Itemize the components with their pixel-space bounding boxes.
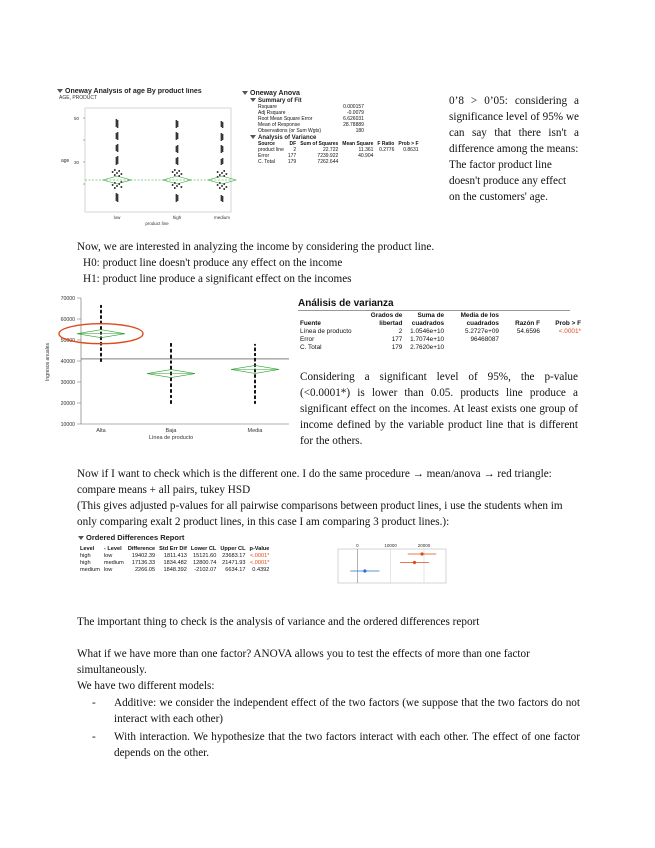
- data-point: [221, 151, 223, 153]
- check-procedure-line2: (This gives adjusted p-values for all pairwise comparisons between product lines, i use the students when im only comparing exalt 2 product lines, in this case I am comparing 3 product lines.):: [77, 500, 563, 528]
- table-cell: 6634.17: [225, 566, 246, 573]
- data-point: [117, 138, 119, 140]
- data-point: [170, 355, 172, 357]
- table-cell: 12800.74: [192, 559, 217, 566]
- table-cell: high: [80, 552, 91, 559]
- table-header-row: [298, 312, 583, 328]
- data-point: [170, 372, 172, 374]
- column-header: Razón F: [515, 320, 540, 327]
- data-point: [254, 369, 256, 371]
- table-cell: <.0001*: [249, 559, 270, 566]
- table-cell: [542, 336, 583, 344]
- table-cell: 2266.05: [134, 566, 156, 573]
- hypothesis-h0: H0: product line doesn't produce any effect on the income: [83, 257, 343, 269]
- y-tick-label: 40000: [60, 359, 75, 365]
- column-header: Std Err Dif: [159, 545, 187, 552]
- check-procedure-text: [77, 466, 580, 530]
- axis-tick-label: 10000: [384, 543, 397, 548]
- data-point: [221, 163, 223, 165]
- analysis-of-variance-title[interactable]: Analysis of Variance: [250, 135, 437, 141]
- table-cell: 0.4392: [252, 566, 270, 573]
- table-cell: [501, 336, 542, 344]
- data-point: [117, 200, 119, 202]
- data-point: [254, 358, 256, 360]
- summary-label: Rsquare: [258, 104, 277, 110]
- data-point: [170, 361, 172, 363]
- income-conclusion-text: Considering a significant level of 95%, the p-value (<0.0001*) is lower than 0.05. products line produce a significant effect on the incomes. At least exists one group of income defined by the variable product line that is different for the others.: [300, 371, 578, 447]
- table-cell: 17136.33: [131, 559, 156, 566]
- disclosure-triangle-icon[interactable]: [250, 135, 256, 139]
- table-cell: -2102.07: [194, 566, 217, 573]
- table-cell: 177: [391, 336, 403, 343]
- table-cell: 11.361: [358, 147, 374, 153]
- data-point: [170, 349, 172, 351]
- data-point: [222, 126, 224, 128]
- check-procedure-line1: Now if I want to check which is the different one. I do the same procedure → mean/anova → red triangle: compare means + all pairs, tukey HSD: [77, 468, 552, 496]
- table-cell: 40.904: [358, 153, 374, 159]
- age-dotplot: [57, 102, 237, 227]
- analisis-de-varianza-table: [298, 312, 583, 352]
- data-point: [223, 188, 225, 190]
- table-cell: 19402.39: [131, 552, 156, 559]
- data-point: [172, 171, 174, 173]
- data-point: [176, 185, 178, 187]
- table-cell: Línea de producto: [300, 328, 352, 335]
- data-point: [221, 172, 223, 174]
- y-tick-label: 50: [73, 116, 79, 121]
- data-point: [100, 305, 102, 307]
- data-point: [100, 358, 102, 360]
- column-header: Upper CL: [220, 545, 246, 552]
- table-cell: 1.7074e+10: [410, 336, 445, 343]
- table-cell: 15121.60: [192, 552, 217, 559]
- data-point: [222, 200, 224, 202]
- y-tick-label: 60000: [60, 317, 75, 323]
- data-point: [176, 200, 178, 202]
- x-axis-label: product line: [145, 221, 169, 226]
- table-cell: low: [103, 566, 113, 573]
- y-tick-label: 30: [73, 160, 79, 165]
- column-header: Suma de cuadrados: [411, 312, 445, 327]
- disclosure-triangle-icon[interactable]: [57, 89, 63, 93]
- data-point: [174, 174, 176, 176]
- table-cell: 2.7620e+10: [410, 344, 445, 351]
- data-point: [217, 171, 219, 173]
- data-point: [118, 170, 120, 172]
- data-point: [254, 363, 256, 365]
- table-cell: low: [103, 552, 113, 559]
- data-point: [177, 163, 179, 165]
- data-point: [176, 126, 178, 128]
- data-point: [170, 395, 172, 397]
- models-list: [77, 695, 580, 761]
- data-point: [254, 380, 256, 382]
- data-point: [100, 347, 102, 349]
- table-cell: 2: [398, 328, 403, 335]
- x-tick-label: Baja: [165, 428, 177, 434]
- table-row: [256, 128, 366, 134]
- ordered-differences-title[interactable]: Ordered Differences Report: [78, 533, 450, 542]
- table-cell: 7239.922: [317, 153, 339, 159]
- difference-point: [363, 569, 366, 572]
- table-cell: product line: [258, 147, 284, 153]
- ordered-differences-chart: [336, 541, 448, 585]
- data-point: [254, 374, 256, 376]
- column-header: Media de los cuadrados: [460, 312, 499, 327]
- table-cell: 23683.17: [222, 552, 246, 559]
- analisis-de-varianza-title: Análisis de varianza: [298, 298, 570, 311]
- table-cell: Error: [258, 153, 270, 159]
- data-point: [100, 321, 102, 323]
- column-header: F Ratio: [377, 141, 395, 147]
- table-header-row: [78, 545, 271, 552]
- table-cell: C. Total: [258, 159, 275, 165]
- table-cell: [375, 159, 396, 165]
- data-point: [181, 186, 183, 188]
- ordered-differences-table: [78, 545, 271, 573]
- data-point: [176, 172, 178, 174]
- data-point: [226, 173, 228, 175]
- table-cell: 1848.392: [163, 566, 187, 573]
- table-cell: 2: [293, 147, 297, 153]
- data-point: [100, 326, 102, 328]
- data-point: [112, 171, 114, 173]
- column-header: Grados de libertad: [370, 312, 403, 327]
- data-point: [114, 187, 116, 189]
- table-cell: 5.2727e+09: [464, 328, 499, 335]
- data-point: [254, 390, 256, 392]
- data-point: [219, 187, 221, 189]
- data-point: [221, 185, 223, 187]
- data-point: [178, 170, 180, 172]
- multi-factor-section: [77, 646, 580, 761]
- data-point: [176, 138, 178, 140]
- column-header: Mean Square: [342, 141, 374, 147]
- hypothesis-h1: H1: product line produce a significant effect on the incomes: [83, 273, 352, 285]
- data-point: [170, 343, 172, 345]
- data-point: [181, 173, 183, 175]
- data-point: [170, 383, 172, 385]
- column-header: Prob > F: [398, 141, 419, 147]
- column-header: Prob > F: [555, 320, 581, 327]
- column-header: Sum of Squares: [300, 141, 339, 147]
- data-point: [121, 173, 123, 175]
- age-oneway-title[interactable]: Oneway Analysis of age By product lines: [57, 88, 237, 95]
- summary-value: 0.000157: [343, 104, 364, 110]
- data-point: [174, 169, 176, 171]
- x-axis-label: Línea de producto: [148, 435, 194, 441]
- y-tick-label: 70000: [60, 296, 75, 302]
- y-axis-label: Ingresos anuales: [45, 342, 51, 382]
- table-cell: [542, 344, 583, 352]
- x-tick-label: Media: [247, 428, 263, 434]
- data-point: [100, 310, 102, 312]
- table-cell: medium: [80, 566, 100, 573]
- table-row: [298, 336, 583, 344]
- data-point: [254, 353, 256, 355]
- data-point: [174, 187, 176, 189]
- column-header: - Level: [103, 545, 122, 552]
- list-item: - With interaction. We hypothesize that the two factors interact with each other. The effect of one factor depends on the other.: [77, 729, 580, 761]
- table-row: [78, 552, 271, 559]
- table-row: [298, 328, 583, 336]
- table-row: [78, 566, 271, 573]
- data-point: [117, 126, 119, 128]
- table-cell: <.0001*: [558, 328, 581, 335]
- data-point: [226, 186, 228, 188]
- data-point: [177, 151, 179, 153]
- data-point: [121, 186, 123, 188]
- income-dotplot: [43, 292, 291, 442]
- data-point: [112, 184, 114, 186]
- data-point: [170, 389, 172, 391]
- column-header: Fuente: [300, 320, 321, 327]
- y-tick-label: 10000: [60, 422, 75, 428]
- table-cell: 54.6596: [516, 328, 540, 335]
- x-tick-label: high: [172, 215, 182, 220]
- table-cell: 0.8631: [403, 147, 419, 153]
- column-header: Level: [80, 545, 95, 552]
- x-tick-label: Alta: [96, 428, 106, 434]
- disclosure-triangle-icon[interactable]: [250, 98, 256, 102]
- age-oneway-figure: [57, 88, 237, 228]
- table-cell: 179: [287, 159, 297, 165]
- data-point: [221, 139, 223, 141]
- table-cell: [396, 159, 420, 165]
- table-cell: <.0001*: [249, 552, 270, 559]
- table-cell: 7262.644: [317, 159, 339, 165]
- analysis-of-variance-table: [256, 141, 421, 165]
- summary-value: 28.78889: [343, 122, 364, 128]
- column-header: Source: [258, 141, 275, 147]
- axis-tick-label: 20000: [417, 543, 431, 548]
- summary-value: 6.626031: [343, 116, 364, 122]
- data-point: [170, 366, 172, 368]
- table-cell: [501, 344, 542, 352]
- table-cell: 22.722: [322, 147, 339, 153]
- column-header: p-Value: [249, 545, 270, 552]
- table-cell: 96468087: [470, 336, 499, 343]
- y-tick-label: 30000: [60, 380, 75, 386]
- difference-point: [413, 561, 416, 564]
- important-text: The important thing to check is the analysis of variance and the ordered differences report: [77, 616, 480, 628]
- summary-of-fit-table: [256, 104, 366, 134]
- age-conclusion-line2: The factor product line doesn't produce any effect on the customers' age.: [449, 159, 567, 203]
- data-point: [116, 185, 118, 187]
- data-point: [254, 344, 256, 346]
- data-point: [254, 348, 256, 350]
- data-point: [100, 332, 102, 334]
- data-point: [116, 172, 118, 174]
- table-cell: medium: [103, 559, 124, 566]
- column-header: DF: [289, 141, 297, 147]
- table-cell: 179: [391, 344, 403, 351]
- summary-value: -0.0079: [346, 110, 364, 116]
- income-intro: [77, 239, 587, 287]
- data-point: [219, 174, 221, 176]
- what-if-text: What if we have more than one factor? ANOVA allows you to test the effects of more than one factor simultaneously.: [77, 648, 530, 676]
- plot-frame: [85, 108, 231, 212]
- y-tick-label: 50000: [60, 338, 75, 344]
- table-cell: Error: [300, 336, 315, 343]
- table-cell: 1834.482: [163, 559, 187, 566]
- axis-tick-label: 0: [356, 543, 359, 548]
- table-cell: C. Total: [300, 344, 322, 351]
- y-tick-label: 20000: [60, 401, 75, 407]
- table-cell: high: [80, 559, 91, 566]
- analisis-de-varianza-panel: [298, 298, 583, 352]
- data-point: [170, 400, 172, 402]
- column-header: Lower CL: [190, 545, 217, 552]
- data-point: [172, 184, 174, 186]
- table-cell: [446, 344, 501, 352]
- list-item: - Additive: we consider the independent effect of the two factors (we suppose that the two factors do not interact with each other): [77, 695, 580, 727]
- age-conclusion-line1: 0’8 > 0’05: considering a significance level of 95% we can say that there isn't a difference among the means:: [449, 95, 579, 155]
- data-point: [100, 353, 102, 355]
- data-point: [117, 150, 119, 152]
- table-row: [256, 159, 421, 165]
- column-header: Difference: [127, 545, 156, 552]
- oneway-anova-panel: [242, 90, 437, 215]
- summary-label: Observations (or Sum Wgts): [258, 128, 322, 134]
- data-point: [217, 184, 219, 186]
- x-tick-label: low: [113, 215, 121, 220]
- table-cell: 177: [287, 153, 297, 159]
- summary-label: Root Mean Square Error: [258, 116, 313, 122]
- two-models-text: We have two different models:: [77, 680, 215, 692]
- x-tick-label: medium: [213, 215, 231, 220]
- summary-value: 180: [355, 128, 364, 134]
- data-point: [100, 315, 102, 317]
- age-oneway-caption: AGE, PRODUCT: [59, 95, 98, 101]
- table-cell: [340, 159, 375, 165]
- summary-label: Mean of Response: [258, 122, 300, 128]
- disclosure-triangle-icon[interactable]: [242, 91, 248, 95]
- data-point: [116, 163, 118, 165]
- disclosure-triangle-icon[interactable]: [78, 536, 84, 540]
- data-point: [114, 174, 116, 176]
- data-point: [254, 401, 256, 403]
- data-point: [254, 395, 256, 397]
- table-cell: 1.0546e+10: [410, 328, 445, 335]
- table-row: [298, 344, 583, 352]
- y-axis-label: age: [61, 158, 70, 164]
- ordered-differences-panel: [78, 533, 450, 596]
- age-conclusion-text: [449, 93, 579, 205]
- data-point: [254, 385, 256, 387]
- table-cell: 1811.413: [163, 552, 187, 559]
- table-row: [78, 559, 271, 566]
- table-cell: 21471.93: [222, 559, 246, 566]
- income-intro-line: Now, we are interested in analyzing the income by considering the product line.: [77, 241, 435, 253]
- summary-label: Adj Rsquare: [258, 110, 286, 116]
- summary-of-fit-title[interactable]: Summary of Fit: [250, 98, 437, 104]
- table-cell: 0.2776: [379, 147, 395, 153]
- data-point: [114, 169, 116, 171]
- data-point: [223, 170, 225, 172]
- oneway-anova-title[interactable]: Oneway Anova: [242, 90, 437, 97]
- difference-point: [420, 552, 423, 555]
